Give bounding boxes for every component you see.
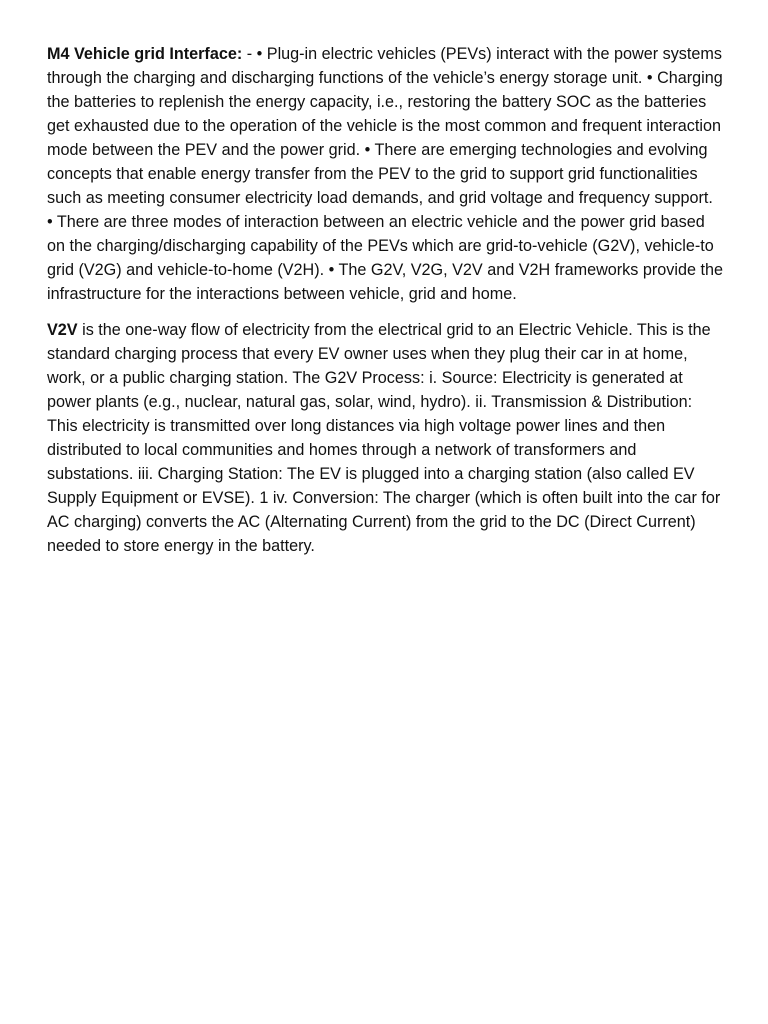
heading-vehicle-grid-interface: M4 Vehicle grid Interface: (47, 45, 243, 63)
heading-v2v: V2V (47, 321, 78, 339)
paragraph-vehicle-grid-interface-text: - • Plug-in electric vehicles (PEVs) interact with the power systems through the charging and discharging functions of the vehicle’s energy storage unit. • Charging the batteries to replenish the energy capacity, i.e., restoring the battery SOC as the batteries get exhausted due to the operation of the vehicle is the most common and frequent interaction mode between the PEV and the power grid. • There are emerging technologies and evolving concepts that enable energy transfer from the PEV to the grid to support grid functionalities such as meeting consumer electricity load demands, and grid voltage and frequency support. • There are three modes of interaction between an electric vehicle and the power grid based on the charging/discharging capability of the PEVs which are grid-to-vehicle (G2V), vehicle-to grid (V2G) and vehicle-to-home (V2H). • The G2V, V2G, V2V and V2H frameworks provide the infrastructure for the interactions between vehicle, grid and home. (47, 45, 723, 303)
document-body (47, 42, 723, 570)
paragraph-v2v (47, 318, 723, 558)
paragraph-v2v-text: is the one-way flow of electricity from the electrical grid to an Electric Vehicle. This is the standard charging process that every EV owner uses when they plug their car in at home, work, or a public charging station. The G2V Process: i. Source: Electricity is generated at power plants (e.g., nuclear, natural gas, solar, wind, hydro). ii. Transmission & Distribution: This electricity is transmitted over long distances via high voltage power lines and then distributed to local communities and homes through a network of transformers and substations. iii. Charging Station: The EV is plugged into a charging station (also called EV Supply Equipment or EVSE). 1 iv. Conversion: The charger (which is often built into the car for AC charging) converts the AC (Alternating Current) from the grid to the DC (Direct Current) needed to store energy in the battery. (47, 321, 721, 555)
paragraph-vehicle-grid-interface (47, 42, 723, 306)
